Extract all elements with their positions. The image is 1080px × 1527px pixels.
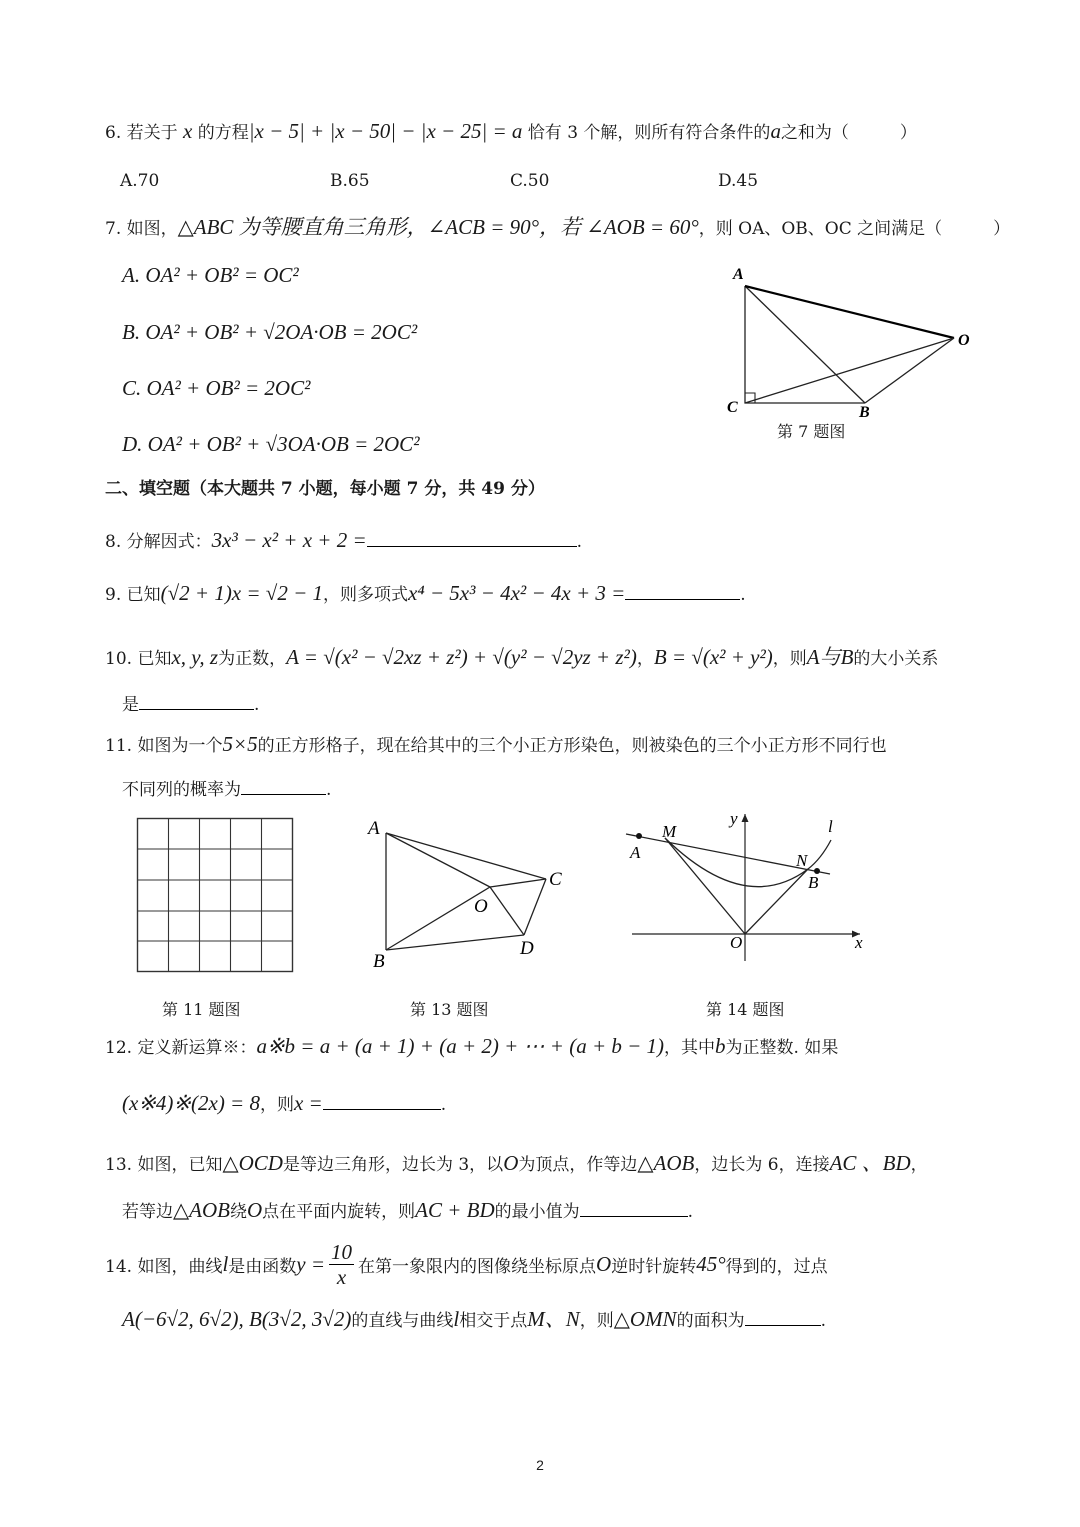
q7-option-a: A. OA² + OB² = OC²	[122, 263, 299, 287]
q13-prefix: 13. 如图，已知	[105, 1155, 223, 1175]
q14-line2-end: 的面积为	[676, 1311, 745, 1331]
fig14-figure	[618, 806, 868, 966]
q14-o: O	[596, 1252, 612, 1276]
q8-answer-blank[interactable]	[367, 528, 577, 547]
q14-line2	[122, 1303, 826, 1333]
q10-line2	[122, 690, 259, 715]
q14-fn-left: y =	[296, 1252, 326, 1276]
q10-comma: ，	[636, 649, 654, 669]
q13-line1-end: ，边长为 6，连接	[694, 1155, 830, 1175]
q14-points: A(−6√2, 6√2), B(3√2, 3√2)	[122, 1307, 352, 1331]
q6-option-b: B.65	[330, 171, 370, 191]
q13-sum: AC + BD	[415, 1198, 495, 1222]
q10-line1	[105, 641, 938, 671]
q13-mid: 是等边三角形，边长为 3，以	[282, 1155, 504, 1175]
fig13-label-d: D	[520, 938, 534, 959]
q10-answer-blank[interactable]	[139, 691, 254, 710]
q6-option-a: A.70	[120, 171, 160, 191]
q12-then: ，则	[259, 1095, 294, 1115]
fig11-grid	[136, 817, 296, 975]
q13-end: .	[687, 1202, 694, 1222]
q11-end: .	[326, 780, 332, 800]
q6-option-c: C.50	[510, 171, 550, 191]
q13-line2-o: O	[246, 1198, 263, 1222]
q7-option-b: B. OA² + OB² + √2OA·OB = 2OC²	[122, 320, 418, 344]
q6-equation: |x − 5| + |x − 50| − |x − 25| = a	[248, 119, 523, 143]
q11-line1	[105, 731, 887, 757]
q6-option-d: D.45	[718, 171, 759, 191]
q12-answer-blank[interactable]	[323, 1091, 441, 1110]
q11-line2	[122, 775, 331, 800]
q13-line2-tri: △AOB	[173, 1198, 230, 1222]
q13-answer-blank[interactable]	[580, 1198, 688, 1217]
q14-line2-l: l	[453, 1307, 460, 1331]
q14-fn-num: 10	[331, 1240, 353, 1264]
q6-var-a: a	[770, 119, 781, 143]
q14-angle: 45°	[696, 1252, 726, 1276]
section-2-title: 二、填空题（本大题共 7 小题，每小题 7 分，共 49 分）	[105, 479, 545, 499]
q7-stem	[105, 211, 1010, 241]
fig11-caption: 第 11 题图	[162, 1000, 241, 1019]
q13-line2-end: 的最小值为	[494, 1202, 580, 1222]
q12-x-eq: x =	[293, 1091, 323, 1115]
fig14-label-x: x	[855, 933, 863, 952]
q7-stem-prefix: 7. 如图，	[105, 219, 178, 239]
q7-option-c: C. OA² + OB² = 2OC²	[122, 376, 311, 400]
q10-prefix: 10. 已知	[105, 649, 172, 669]
fig13-label-a: A	[368, 818, 380, 839]
q9-end: .	[740, 585, 746, 605]
q14-mid3: 逆时针旋转	[611, 1257, 697, 1277]
fig13-figure	[360, 812, 575, 977]
q14-fraction	[329, 1240, 354, 1289]
q13-line2-prefix: 若等边	[122, 1202, 173, 1222]
fig14-label-m: M	[662, 822, 677, 841]
q9-prefix: 9. 已知	[105, 585, 161, 605]
fig13-caption: 第 13 题图	[410, 1000, 489, 1019]
q14-prefix: 14. 如图，曲线	[105, 1257, 223, 1277]
q7-label-b: B	[859, 404, 870, 420]
q13-line1-tail: ，	[910, 1155, 928, 1175]
q11-suffix: 的正方形格子，现在给其中的三个小正方形染色，则被染色的三个小正方形不同行也	[257, 736, 887, 756]
q10-a-def: A = √(x² − √2xz + z²) + √(y² − √2yz + z²)	[286, 645, 637, 669]
q9	[105, 580, 746, 606]
q12-end: .	[440, 1095, 447, 1115]
q12-definition: a※b = a + (a + 1) + (a + 2) + ⋯ + (a + b − 1)	[256, 1034, 665, 1058]
q10-line2-text: 是	[122, 695, 139, 715]
q8-expr: 3x³ − x² + x + 2 =	[211, 528, 367, 552]
q10-vars: x, y, z	[171, 645, 219, 669]
fig13-label-o: O	[474, 896, 488, 917]
q7-label-o: O	[958, 332, 970, 349]
q10-line2-end: .	[254, 695, 260, 715]
fig14-label-o: O	[730, 933, 743, 952]
q10-b-def: B = √(x² + y²)	[653, 645, 773, 669]
fig14-caption: 第 14 题图	[706, 1000, 785, 1019]
fig14-label-a: A	[630, 843, 641, 862]
fig14-label-n: N	[796, 851, 808, 870]
q13-line1	[105, 1147, 928, 1177]
q7-label-a: A	[733, 266, 744, 283]
q7-option-d: D. OA² + OB² + √3OA·OB = 2OC²	[122, 432, 420, 456]
q13-segs: AC 、BD	[829, 1151, 911, 1175]
q14-end: .	[820, 1311, 826, 1331]
q7-figure	[720, 260, 980, 420]
q12-var-b: b	[715, 1034, 726, 1058]
q11-answer-blank[interactable]	[241, 776, 326, 795]
q8-prefix: 8. 分解因式：	[105, 532, 212, 552]
q9-mid: ，则多项式	[323, 585, 408, 605]
fig14-label-b: B	[808, 873, 819, 892]
q9-answer-blank[interactable]	[625, 581, 740, 600]
q6-stem	[105, 118, 917, 144]
q7-label-c: C	[727, 399, 738, 416]
q12-line2	[122, 1090, 446, 1116]
q7-figure-caption: 第 7 题图	[777, 422, 846, 441]
q13-tri2: △AOB	[637, 1151, 695, 1175]
q11-prefix: 11. 如图为一个	[105, 736, 223, 756]
q13-tri1: △OCD	[222, 1151, 283, 1175]
q12-prefix: 12. 定义新运算※：	[105, 1038, 257, 1058]
q12-line1	[105, 1033, 838, 1059]
fig13-label-b: B	[373, 951, 385, 972]
q11-line2-text: 不同列的概率为	[122, 780, 241, 800]
q14-answer-blank[interactable]	[745, 1307, 821, 1326]
q11-grid-size: 5×5	[222, 732, 258, 756]
q14-tri: △OMN	[613, 1307, 677, 1331]
q10-mid1: 为正数，	[218, 649, 287, 669]
q14-fn-den: x	[336, 1265, 347, 1289]
q13-line2	[122, 1197, 693, 1223]
q9-given: (√2 + 1)x = √2 − 1	[160, 581, 323, 605]
q8	[105, 527, 582, 553]
q12-mid: ，其中	[664, 1038, 716, 1058]
fig14-label-y: y	[730, 809, 738, 828]
q10-mid2: ，则	[772, 649, 807, 669]
q6-stem-end: 之和为（ ）	[780, 123, 917, 143]
q13-line2-mid2: 点在平面内旋转，则	[262, 1202, 416, 1222]
q14-line1-end: 得到的，过点	[725, 1257, 828, 1277]
q12-equation: (x※4)※(2x) = 8	[122, 1091, 260, 1115]
q14-mid2: 在第一象限内的图像绕坐标原点	[358, 1257, 597, 1277]
q6-stem-mid: 的方程	[192, 123, 249, 143]
q6-stem-prefix: 6. 若关于	[105, 123, 184, 143]
q14-mn: M、N	[527, 1307, 580, 1331]
fig13-label-c: C	[549, 869, 562, 890]
q13-o: O	[503, 1151, 519, 1175]
q7-stem-suffix: ，则 OA、OB、OC 之间满足（ ）	[698, 219, 1011, 239]
q9-expr: x⁴ − 5x³ − 4x² − 4x + 3 =	[408, 581, 626, 605]
q14-line2-mid: 的直线与曲线	[351, 1311, 454, 1331]
q10-relation: A与B	[806, 645, 854, 669]
q10-end: 的大小关系	[853, 649, 939, 669]
q14-line1	[105, 1240, 828, 1289]
fig14-label-l: l	[828, 817, 833, 836]
q14-line2-mid2: 相交于点	[459, 1311, 528, 1331]
q14-mid: 是由函数	[228, 1257, 297, 1277]
q6-var-x: x	[183, 119, 193, 143]
q6-stem-suffix: 恰有 3 个解，则所有符合条件的	[522, 123, 771, 143]
q12-suffix: 为正整数. 如果	[725, 1038, 839, 1058]
q13-line2-mid: 绕	[229, 1202, 247, 1222]
q8-end: .	[576, 532, 583, 552]
q13-mid2: 为顶点，作等边	[518, 1155, 638, 1175]
q7-condition: △ABC 为等腰直角三角形，∠ACB = 90°，若 ∠AOB = 60°	[177, 215, 699, 239]
q14-l: l	[222, 1252, 229, 1276]
page-number: 2	[536, 1457, 544, 1473]
q14-line2-mid3: ，则	[579, 1311, 614, 1331]
